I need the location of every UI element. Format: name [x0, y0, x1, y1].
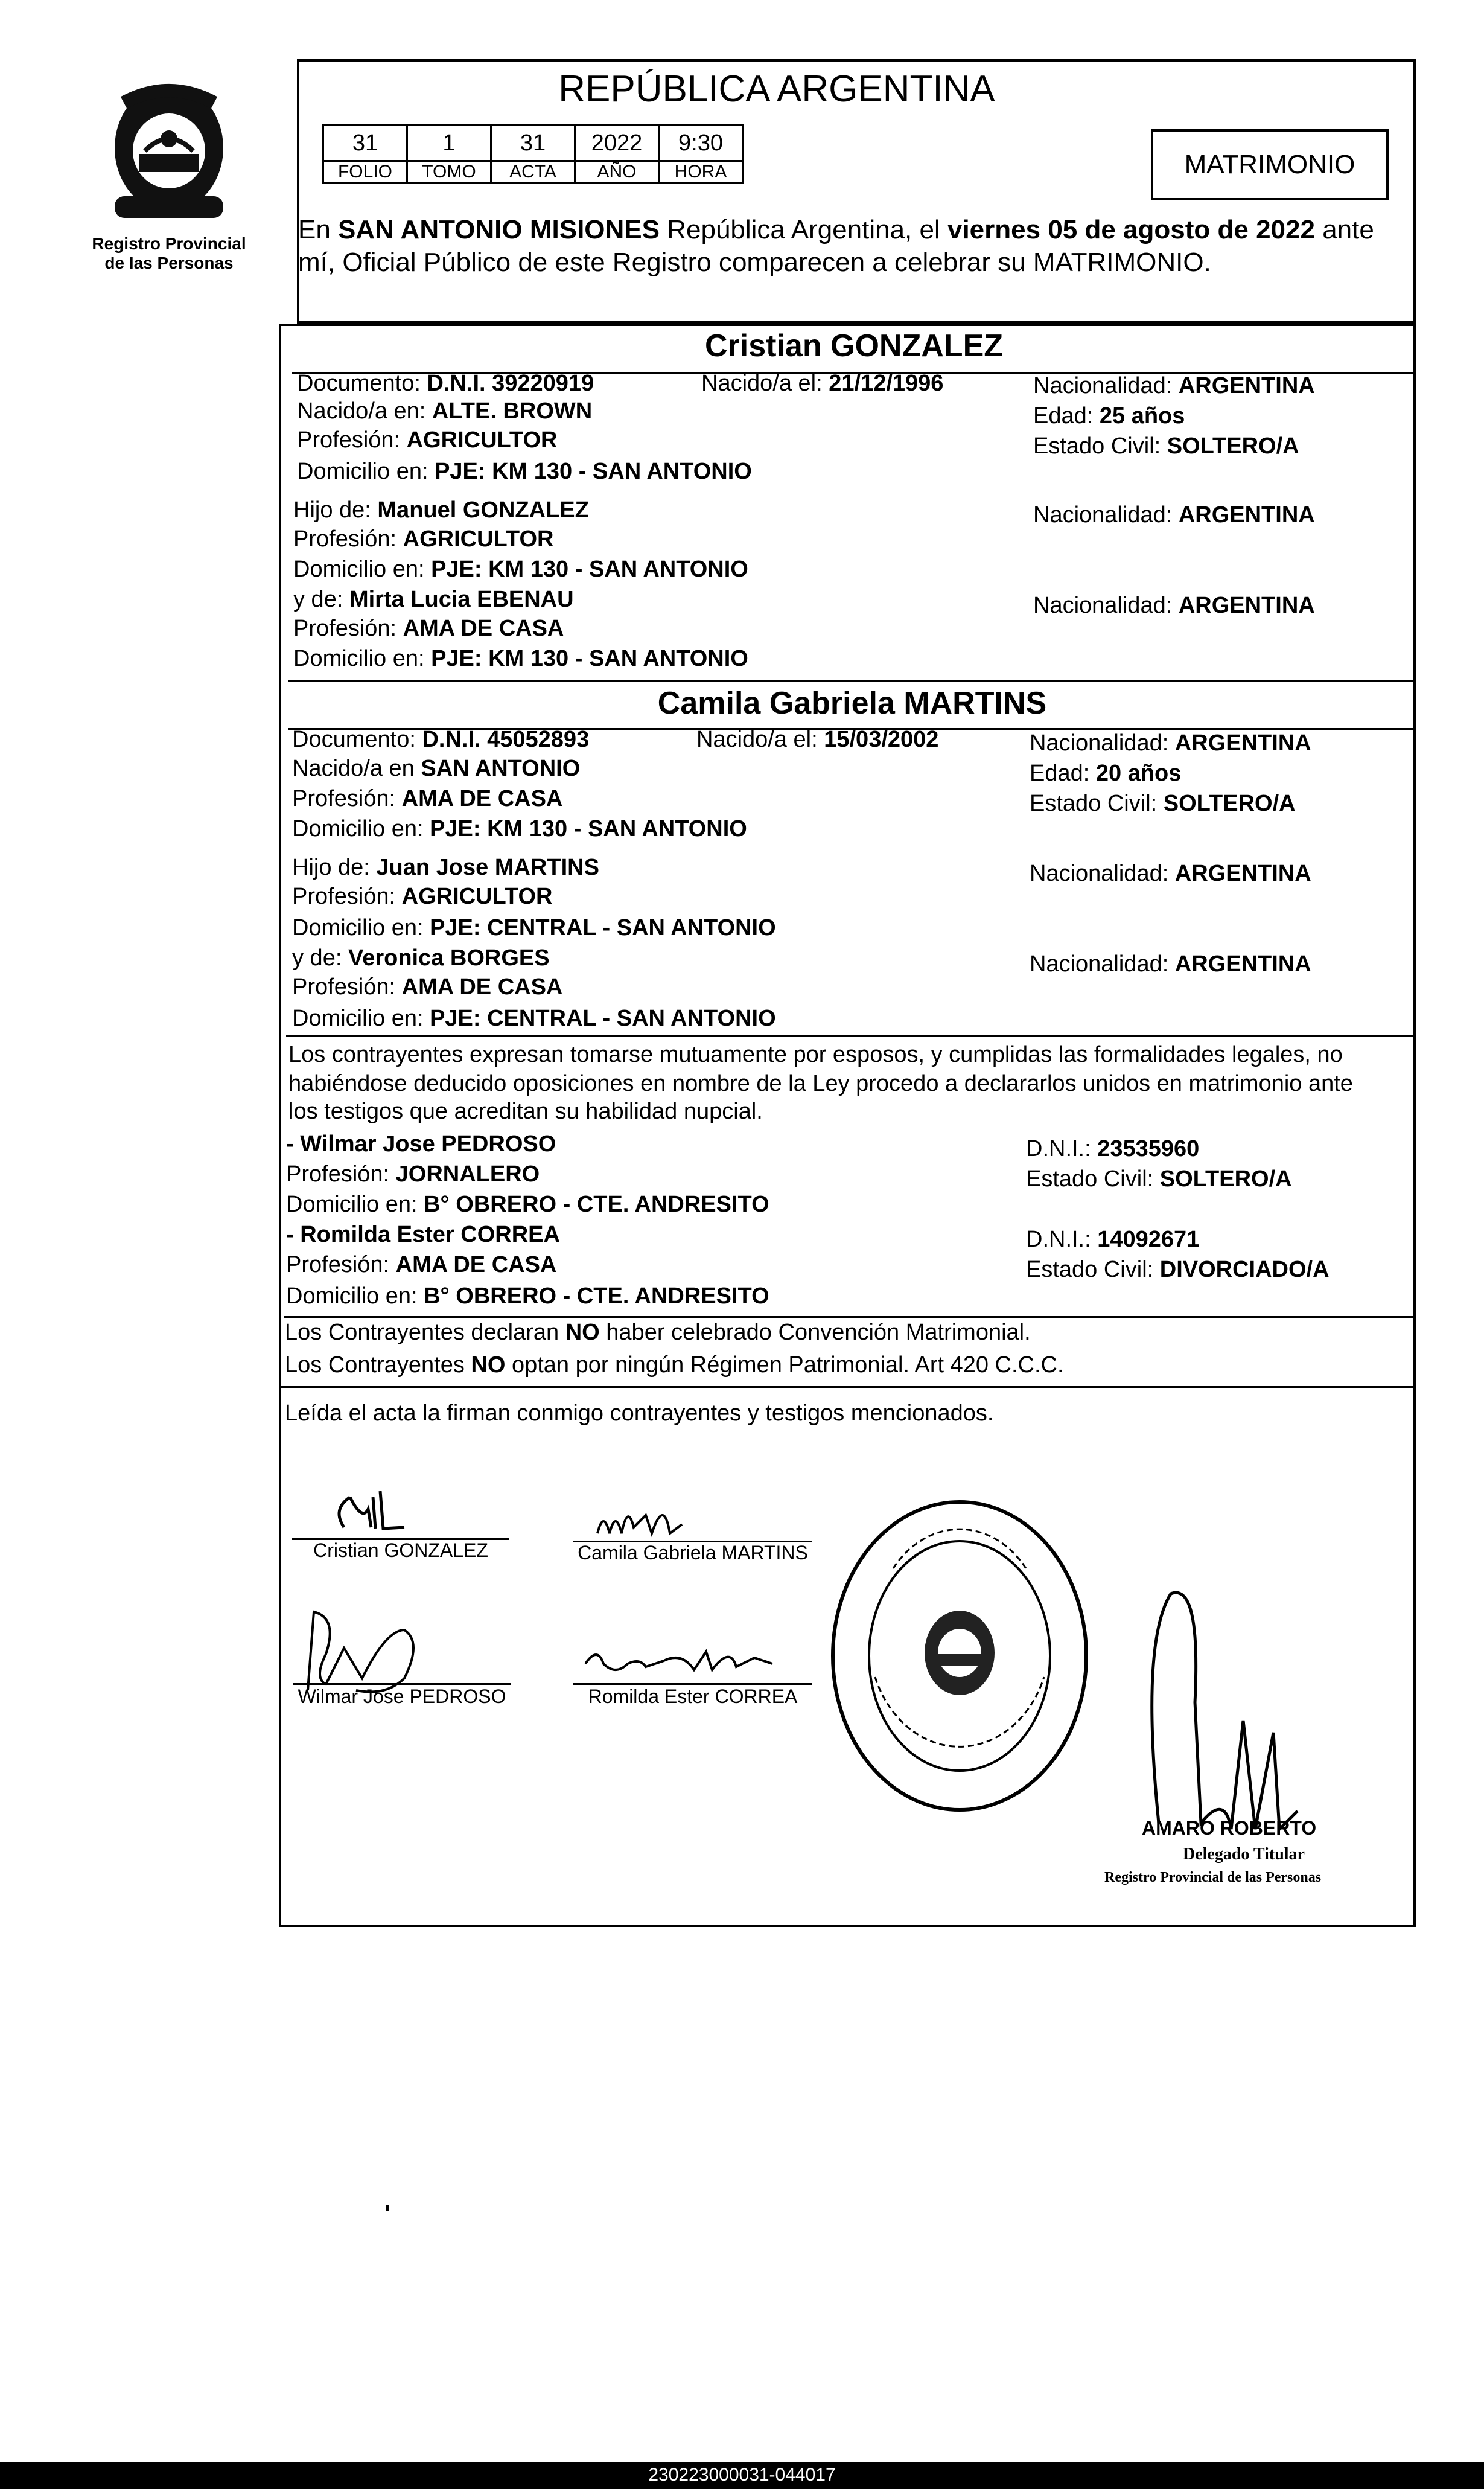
witness1-signature-label: Wilmar Jose PEDROSO [298, 1685, 506, 1707]
witness1-estado [1026, 1165, 1292, 1193]
documento-label: Documento: [297, 371, 427, 396]
officer-title: Delegado Titular [1183, 1845, 1305, 1864]
nacionalidad-label: Nacionalidad: [1030, 730, 1175, 756]
witness1-signature-line [293, 1683, 511, 1685]
official-seal [827, 1496, 1092, 1816]
witness2-signature-label: Romilda Ester CORREA [588, 1685, 798, 1707]
intro-place: SAN ANTONIO MISIONES [338, 215, 660, 244]
folio-label: FOLIO [323, 161, 407, 184]
witness1-name: - Wilmar Jose PEDROSO [286, 1131, 556, 1157]
intro-line1 [298, 214, 1374, 246]
nacido-el-value: 21/12/1996 [829, 371, 944, 396]
domicilio-label: Domicilio en: [297, 459, 435, 484]
profesion-value: AMA DE CASA [395, 1252, 557, 1277]
spouse2-signature [591, 1491, 700, 1539]
mother-nac-value: ARGENTINA [1178, 593, 1315, 618]
intro-date: viernes 05 de agosto de 2022 [947, 215, 1315, 244]
estado-label: Estado Civil: [1033, 433, 1167, 459]
intro-text-a: En [298, 215, 339, 244]
edad-label: Edad: [1033, 403, 1100, 429]
spouse2-domicilio [292, 815, 747, 843]
closing-text: Leída el acta la firman conmigo contrayentes y testigos mencionados. [285, 1401, 994, 1426]
documento-label: Documento: [292, 727, 422, 752]
mother-prof-value: AMA DE CASA [403, 616, 564, 641]
estado-label: Estado Civil: [1026, 1257, 1160, 1282]
registry-table [322, 124, 744, 184]
spouse1-mother-dom [293, 645, 748, 673]
mother-dom-value: PJE: CENTRAL - SAN ANTONIO [430, 1006, 776, 1031]
spouse1-father-prof [293, 525, 553, 553]
mother-dom-label: Domicilio en: [293, 646, 432, 671]
spouse1-nacionalidad [1033, 372, 1315, 400]
acta-label: ACTA [491, 161, 575, 184]
estado-value: DIVORCIADO/A [1159, 1257, 1330, 1282]
dni-value: 14092671 [1097, 1227, 1200, 1252]
father-value: Juan Jose MARTINS [376, 855, 599, 880]
nacido-en-value: ALTE. BROWN [432, 398, 593, 424]
witness2-name: - Romilda Ester CORREA [286, 1222, 560, 1247]
estado-label: Estado Civil: [1030, 791, 1164, 816]
convention-text-a: Los Contrayentes declaran [285, 1320, 565, 1345]
father-label: Hijo de: [292, 855, 377, 880]
profesion-value: AMA DE CASA [401, 786, 563, 811]
mother-dom-value: PJE: KM 130 - SAN ANTONIO [431, 646, 748, 671]
father-nac-label: Nacionalidad: [1033, 502, 1179, 528]
father-prof-label: Profesión: [292, 884, 402, 909]
father-dom-value: PJE: CENTRAL - SAN ANTONIO [430, 915, 776, 941]
spouse2-mother [292, 944, 550, 972]
domicilio-value: PJE: KM 130 - SAN ANTONIO [435, 459, 752, 484]
nacionalidad-value: ARGENTINA [1178, 373, 1315, 398]
spouse2-name: Camila Gabriela MARTINS [657, 686, 1047, 721]
nacido-el-label: Nacido/a el: [696, 727, 824, 752]
footer-bar [0, 2462, 1484, 2489]
domicilio-label: Domicilio en: [292, 816, 430, 842]
intro-text-b: República Argentina, el [660, 215, 947, 244]
domicilio-label: Domicilio en: [286, 1283, 424, 1309]
declaration-line1: Los contrayentes expresan tomarse mutuamente por esposos, y cumplidas las formalidades legales, no [288, 1042, 1343, 1067]
father-dom-value: PJE: KM 130 - SAN ANTONIO [431, 557, 748, 582]
spouse2-nacido-en [292, 755, 580, 782]
tomo-value: 1 [407, 126, 491, 161]
spouse1-mother-nac [1033, 592, 1315, 619]
spouse2-father [292, 854, 599, 881]
father-dom-label: Domicilio en: [292, 915, 430, 941]
spouse1-domicilio [297, 458, 752, 485]
witness2-dni [1026, 1225, 1199, 1253]
documento-value: D.N.I. 45052893 [422, 727, 590, 752]
father-label: Hijo de: [293, 497, 378, 523]
officer-org: Registro Provincial de las Personas [1104, 1870, 1322, 1885]
spouse1-nacido-en [297, 397, 592, 425]
father-dom-label: Domicilio en: [293, 557, 432, 582]
documento-value: D.N.I. 39220919 [427, 371, 594, 396]
profesion-value: AGRICULTOR [406, 427, 558, 453]
closing-divider [281, 1386, 1416, 1388]
scan-dot [386, 2205, 389, 2211]
declaration-line2: habiéndose deducido oposiciones en nombre de la Ley procedo a declararlos unidos en matrimonio ante [288, 1071, 1353, 1096]
convention-text-d: optan por ningún Régimen Patrimonial. Art 420 C.C.C. [505, 1352, 1064, 1378]
spouse1-signature-label: Cristian GONZALEZ [313, 1539, 488, 1561]
nacido-en-label: Nacido/a en: [297, 398, 432, 424]
father-prof-value: AGRICULTOR [403, 526, 554, 552]
father-prof-value: AGRICULTOR [401, 884, 553, 909]
acta-value: 31 [491, 126, 575, 161]
spouse1-mother [293, 586, 574, 613]
spouse1-nacido-el [701, 369, 943, 397]
estado-label: Estado Civil: [1026, 1166, 1160, 1192]
domicilio-value: PJE: KM 130 - SAN ANTONIO [430, 816, 747, 842]
profesion-label: Profesión: [292, 786, 402, 811]
witness2-signature-line [573, 1683, 812, 1685]
tomo-label: TOMO [407, 161, 491, 184]
spouse2-mother-dom [292, 1005, 776, 1032]
spouse1-father-nac [1033, 501, 1315, 529]
mother-value: Mirta Lucia EBENAU [349, 587, 574, 612]
spouse1-estado-civil [1033, 432, 1299, 460]
registry-caption-line1: Registro Provincial [92, 234, 246, 253]
declaration-line3: los testigos que acreditan su habilidad nupcial. [288, 1099, 763, 1124]
domicilio-label: Domicilio en: [286, 1192, 424, 1217]
domicilio-value: B° OBRERO - CTE. ANDRESITO [424, 1192, 769, 1217]
mother-dom-label: Domicilio en: [292, 1006, 430, 1031]
nacionalidad-label: Nacionalidad: [1033, 373, 1179, 398]
dni-label: D.N.I.: [1026, 1136, 1098, 1161]
witness1-dni [1026, 1135, 1199, 1163]
spouse2-father-nac [1030, 860, 1311, 887]
misiones-emblem [91, 78, 247, 229]
spouse2-mother-nac [1030, 950, 1311, 978]
registry-caption-line2: de las Personas [104, 254, 234, 272]
convention-text-b: haber celebrado Convención Matrimonial. [599, 1320, 1031, 1345]
spouse2-nacionalidad [1030, 729, 1311, 757]
intro-line2: mí, Oficial Público de este Registro comparecen a celebrar su MATRIMONIO. [298, 248, 1211, 277]
hora-value: 9:30 [659, 126, 743, 161]
hora-label: HORA [659, 161, 743, 184]
ano-label: AÑO [575, 161, 659, 184]
estado-value: SOLTERO/A [1159, 1166, 1292, 1192]
officer-name: AMARO ROBERTO [1142, 1817, 1317, 1839]
nacido-el-label: Nacido/a el: [701, 371, 829, 396]
spouse1-name: Cristian GONZALEZ [704, 328, 1004, 363]
witness1-domicilio [286, 1190, 769, 1218]
footer-code: 230223000031-044017 [648, 2465, 836, 2485]
folio-value: 31 [323, 126, 407, 161]
profesion-label: Profesión: [286, 1161, 396, 1187]
spouse2-documento [292, 726, 589, 753]
profesion-label: Profesión: [286, 1252, 396, 1277]
father-prof-label: Profesión: [293, 526, 403, 552]
mother-prof-value: AMA DE CASA [401, 974, 563, 1000]
convention-text-c: Los Contrayentes [285, 1352, 471, 1378]
declaration-divider [286, 1035, 1416, 1037]
spouse2-father-prof [292, 883, 552, 910]
dni-label: D.N.I.: [1026, 1227, 1098, 1252]
spouse1-documento [297, 369, 594, 397]
witness2-profesion [286, 1251, 556, 1279]
spouse2-signature-label: Camila Gabriela MARTINS [578, 1542, 808, 1564]
intro-text-c: ante [1314, 215, 1374, 244]
father-value: Manuel GONZALEZ [377, 497, 589, 523]
spouse2-profesion [292, 785, 562, 813]
edad-label: Edad: [1030, 761, 1096, 786]
spouse1-signature [326, 1485, 422, 1539]
nacido-el-value: 15/03/2002 [824, 727, 939, 752]
spouse2-estado-civil [1030, 790, 1296, 817]
mother-label: y de: [293, 587, 349, 612]
convention-line2 [285, 1351, 1064, 1379]
spouse1-profesion [297, 426, 557, 454]
mother-label: y de: [292, 945, 348, 971]
nacido-en-value: SAN ANTONIO [421, 756, 581, 781]
ano-value: 2022 [575, 126, 659, 161]
officer-signature [1135, 1582, 1340, 1847]
spouse1-edad [1033, 402, 1185, 430]
spouse1-father [293, 496, 589, 524]
spouse2-nacido-el [696, 726, 938, 753]
edad-value: 25 años [1099, 403, 1185, 429]
domicilio-value: B° OBRERO - CTE. ANDRESITO [424, 1283, 769, 1309]
father-nac-label: Nacionalidad: [1030, 861, 1175, 886]
page-title: REPÚBLICA ARGENTINA [558, 68, 995, 110]
registry-logo [91, 78, 247, 229]
convention-no-1: NO [565, 1320, 600, 1345]
witness2-domicilio [286, 1282, 769, 1310]
spouse2-father-dom [292, 914, 776, 942]
mother-nac-label: Nacionalidad: [1033, 593, 1179, 618]
witness1-profesion [286, 1160, 540, 1188]
nacionalidad-value: ARGENTINA [1174, 730, 1311, 756]
act-type-label: MATRIMONIO [1184, 150, 1355, 179]
profesion-label: Profesión: [297, 427, 407, 453]
mother-nac-label: Nacionalidad: [1030, 951, 1175, 977]
mother-nac-value: ARGENTINA [1174, 951, 1311, 977]
edad-value: 20 años [1095, 761, 1182, 786]
spouse1-father-dom [293, 555, 748, 583]
spouse1-mother-prof [293, 615, 564, 642]
mother-value: Veronica BORGES [348, 945, 550, 971]
spouse2-edad [1030, 759, 1181, 787]
spouse2-mother-prof [292, 973, 562, 1001]
nacido-en-label: Nacido/a en [292, 756, 421, 781]
estado-value: SOLTERO/A [1167, 433, 1299, 459]
witness2-signature [579, 1640, 785, 1682]
father-nac-value: ARGENTINA [1178, 502, 1315, 528]
mother-prof-label: Profesión: [293, 616, 403, 641]
witness2-estado [1026, 1256, 1330, 1283]
father-nac-value: ARGENTINA [1174, 861, 1311, 886]
estado-value: SOLTERO/A [1163, 791, 1296, 816]
mother-prof-label: Profesión: [292, 974, 402, 1000]
profesion-value: JORNALERO [395, 1161, 540, 1187]
dni-value: 23535960 [1097, 1136, 1200, 1161]
convention-no-2: NO [471, 1352, 506, 1378]
convention-line1 [285, 1318, 1031, 1346]
